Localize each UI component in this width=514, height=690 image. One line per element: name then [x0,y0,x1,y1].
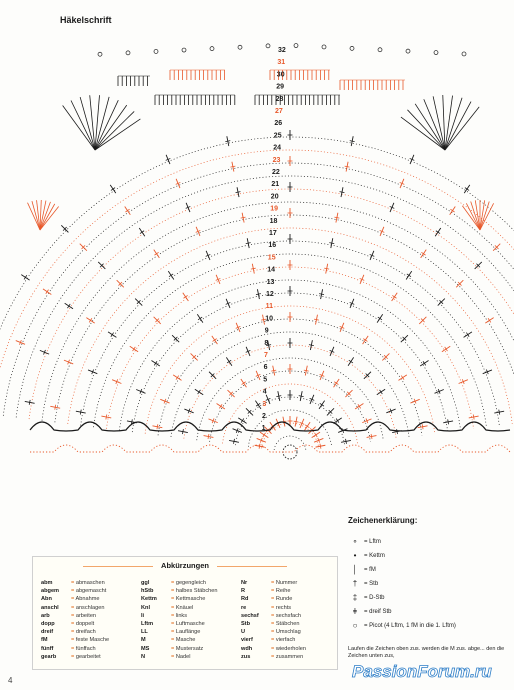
abbreviation-key: Knl [141,604,151,611]
picot-mark [434,51,438,55]
abbreviation-key: R [241,588,246,595]
abbreviation-key: hStb [141,588,154,595]
chart-stitch-lines [0,44,514,459]
abbreviation-row [41,653,109,661]
stitch-crossbar [346,439,347,444]
stitch-crossbar [324,268,329,269]
abbreviation-value: = sechsfach [271,612,301,620]
abbreviation-row [241,579,306,587]
abbreviation-key: Lftm [141,621,154,628]
row-number: 7 [264,352,268,359]
double-crochet-icon: † [352,579,358,588]
abbreviation-key: Rd [241,596,249,603]
stitch-crossbar [230,166,235,167]
watermark-text: PassionForum.ru [352,662,492,681]
abbreviation-row [141,653,218,661]
abbreviations-column [41,579,109,661]
chain-arc [42,202,514,421]
row-number: 1 [261,425,266,433]
stitch-crossbar [198,317,202,320]
triple-treble-icon: ǂ [352,607,358,616]
row-number: 10 [265,315,273,323]
treble-crochet-icon: ‡ [352,593,358,602]
abbreviation-value: = anschlagen [71,604,104,612]
picot-mark [266,44,270,48]
stitch-crossbar [89,318,92,322]
row-number: 11 [265,303,274,311]
abbreviation-key: abgem [41,588,60,595]
stitch-crossbar [256,403,260,406]
stitch-crossbar [55,405,56,410]
stitch-crossbar [219,404,222,408]
picot-mark [182,48,186,52]
stitch-crossbar [198,390,201,394]
stitch-crossbar [246,243,251,244]
stitch-crossbar [436,231,440,234]
abbreviation-row [41,636,109,644]
stitch-crossbar [380,390,383,394]
chain-icon: ∘ [352,537,358,546]
row-number: 28 [275,95,284,103]
abbreviation-value: = Masche [171,636,195,644]
abbreviation-key: U [241,629,246,636]
legend-item-label: = Stb [364,581,379,587]
row-number: 12 [266,291,274,298]
stitch-crossbar [448,419,449,424]
abbreviation-key: ggl [141,580,150,586]
row-number: 23 [272,156,281,164]
abbreviation-row [241,628,306,636]
stitch-crossbar [445,347,448,351]
abbreviation-key: Nr [241,580,248,586]
abbreviation-key: fM [41,637,48,644]
chain-arc [0,150,514,414]
stitch-crossbar [140,231,144,234]
abbreviation-value: = Umschlag [271,628,301,636]
abbreviation-key: N [141,653,146,660]
abbreviation-value: = Luftmasche [171,620,205,628]
stitch-crossbar [305,425,309,428]
picot-mark [238,45,242,49]
abbreviation-value: = abmaschen [71,579,105,587]
abbreviation-row [41,645,109,653]
row-number: 21 [271,181,280,189]
row-number: 29 [276,83,284,91]
abbreviation-key: li [141,612,145,619]
legend-item [348,577,510,591]
stitch-crossbar [111,333,114,337]
row-number: 18 [269,217,278,225]
abbreviation-value: = Kettmasche [171,595,205,603]
stitch-crossbar [234,439,235,444]
abbreviation-key: LL [141,629,148,636]
chain-arc [55,215,514,422]
stitch-crossbar [154,252,158,255]
row-number: 19 [270,205,278,213]
abbreviation-value: = gegengleich [171,579,206,587]
row-number: 8 [264,339,269,347]
legend-item [348,549,510,563]
abbreviation-key: wdh [241,645,253,652]
stitch-crossbar [169,274,173,277]
stitch-crossbar [213,339,217,342]
abbreviation-row [241,645,306,653]
row-number: 31 [277,59,286,67]
abbreviation-value: = Lauflänge [171,628,200,636]
abbreviation-row [241,620,306,628]
abbreviation-key: Stb [241,621,251,628]
abbreviation-value: = doppelt [71,620,94,628]
abbreviation-key: anschl [41,604,59,611]
abbreviation-row [41,620,109,628]
abbreviation-key: abm [41,580,53,586]
row-number: 20 [270,193,279,201]
stitch-crossbar [340,192,345,193]
legend-item-label: = Picot (4 Lftm, 1 fM in die 1. Lftm) [364,623,456,629]
stitch-crossbar [407,274,411,277]
stitch-crossbar [80,410,81,415]
abbreviation-value: = zusammen [271,653,303,661]
abbreviation-row [141,604,218,612]
fan-stitch [95,105,127,150]
fan-stitch [40,204,55,230]
fan-stitch [462,206,480,230]
stitch-crossbar [154,361,157,365]
legend-item [348,591,510,605]
abbreviation-value: = links [171,612,187,620]
picot-mark [126,51,130,55]
abbreviation-row [141,579,218,587]
abbreviation-row [241,636,306,644]
legend-item-label: = Kettm [364,553,385,559]
stitch-crossbar [345,166,350,167]
abbreviation-row [141,612,218,620]
symbol-legend [348,516,510,659]
page-title: Häkelschrift [60,15,112,25]
stitch-crossbar [320,403,324,406]
fan-stitch [415,104,445,150]
abbreviation-value: = dreifach [71,628,96,636]
row-number: 14 [267,266,275,274]
stitch-crossbar [106,415,107,420]
stitch-crossbar [242,382,246,385]
legend-item-label: = Lftm [364,539,381,545]
picot-mark [378,48,382,52]
abbreviation-value: = Reihe [271,587,290,595]
stitch-crossbar [334,217,339,218]
abbreviation-row [141,587,218,595]
abbreviation-key: zus [241,653,251,660]
stitch-crossbar [125,209,129,212]
abbreviation-value: = Nummer [271,579,297,587]
fan-stitch [95,111,134,150]
stitch-crossbar [241,217,246,218]
bottom-chain-border [30,445,510,452]
legend-item [348,605,510,619]
chain-arc [210,371,371,442]
row-number: 2 [262,413,266,420]
row-number: 32 [278,47,286,54]
abbreviation-row [241,595,306,603]
stitch-crossbar [259,444,260,449]
row-number: 17 [269,230,277,237]
abbreviation-row [41,628,109,636]
picot-mark [406,49,410,53]
abbreviation-value: = feste Masche [71,636,109,644]
abbreviation-value: = arbeiten [71,612,96,620]
row-number: 22 [272,169,280,176]
legend-item-label: = dreif Stb [364,609,392,615]
row-number: 16 [268,242,277,250]
stitch-crossbar [111,188,115,191]
stitch-crossbar [349,360,353,363]
abbreviation-row [241,612,306,620]
stitch-crossbar [236,192,241,193]
abbreviation-value: = gearbeitet [71,653,101,661]
stitch-crossbar [401,376,404,380]
stitch-crossbar [29,400,30,405]
abbreviation-value: = Abnahme [71,595,99,603]
abbreviation-row [241,604,306,612]
stitch-crossbar [465,188,469,191]
stitch-crossbar [256,294,261,295]
abbreviation-row [141,595,218,603]
single-crochet-icon: │ [352,565,358,574]
stitch-crossbar [314,319,319,320]
abbreviation-key: M [141,637,146,644]
abbreviation-key: MS [141,645,150,652]
stitch-crossbar [304,370,309,371]
picot-mark [322,45,326,49]
stitch-crossbar [422,424,423,429]
row-number: 4 [262,388,267,396]
legend-note: Laufen die Zeichen oben zus. werden die M zus. abge... den die Zeichen unten zus, [348,646,505,659]
stitch-crossbar [371,434,372,439]
legend-item [348,535,510,549]
picot-icon: ○ [352,621,358,630]
abbreviation-key: Kettm [141,596,157,603]
abbreviation-key: re [241,604,247,611]
stitch-crossbar [309,345,314,346]
stitch-crossbar [397,429,398,434]
stitch-crossbar [392,295,396,298]
row-number: 26 [274,120,283,128]
abbreviation-row [141,645,218,653]
abbreviation-value: = Stäbchen [271,620,299,628]
abbreviation-row [241,653,306,661]
stitch-crossbar [319,294,324,295]
stitch-crossbar [499,410,500,415]
stitch-crossbar [363,339,367,342]
fan-stitch [63,106,95,150]
stitch-crossbar [350,141,355,142]
legend-title: Zeichenerklärung: [348,516,418,525]
abbreviation-value: = vierfach [271,636,295,644]
slip-stitch-icon: • [353,551,357,560]
row-number: 24 [273,144,281,152]
stitch-crossbar [133,347,136,351]
stitch-crossbar [423,361,426,365]
abbreviation-key: fünff [41,645,54,652]
legend-item-label: = fM [364,567,376,573]
abbreviations-column [141,579,218,661]
abbreviation-value: = rechts [271,604,291,612]
picot-mark [154,49,158,53]
row-number: 5 [263,376,268,384]
abbreviation-row [41,595,109,603]
stitch-crossbar [182,429,183,434]
abbreviation-key: dreif [41,629,54,636]
abbreviation-value: = Mustersatz [171,645,203,653]
abbreviation-row [41,604,109,612]
row-number: 3 [262,400,267,408]
abbreviations-column [241,579,306,661]
stitch-crossbar [314,433,317,437]
chart-row-numbers [262,47,286,432]
abbreviation-key: vierf [241,637,253,644]
stitch-crossbar [176,376,179,380]
stitch-crossbar [488,318,491,322]
row-number: 6 [263,364,268,372]
stitch-crossbar [329,243,334,244]
stitch-crossbar [184,295,188,298]
stitch-crossbar [251,268,256,269]
abbreviation-value: = fünffach [71,645,96,653]
abbreviations-title: Abkürzungen [33,561,337,570]
row-number: 27 [275,108,283,115]
abbreviation-value: = Runde [271,595,292,603]
abbreviation-row [41,587,109,595]
stitch-crossbar [276,396,281,397]
stitch-crossbar [46,290,49,294]
abbreviation-row [141,636,218,644]
abbreviation-key: sechsf [241,612,259,619]
row-number: 25 [273,132,282,140]
row-number: 30 [276,71,285,79]
picot-mark [294,44,298,48]
abbreviation-value: = Nadel [171,653,190,661]
stitch-crossbar [421,252,425,255]
watermark-logo [350,658,510,684]
chain-arc [119,280,460,433]
fan-stitch [407,110,445,150]
picot-mark [462,52,466,56]
fan-stitch [471,201,480,230]
legend-item-label: = D-Stb [364,595,385,601]
picot-mark [350,46,354,50]
abbreviation-key: arb [41,612,50,619]
legend-list [348,535,510,633]
stitch-crossbar [225,141,230,142]
abbreviation-value: = Knäuel [171,604,193,612]
fan-stitch [40,207,59,230]
stitch-crossbar [227,360,231,363]
abbreviation-row [141,620,218,628]
abbreviations-box [32,556,338,670]
stitch-crossbar [336,419,339,423]
stitch-crossbar [466,333,469,337]
picot-mark [98,52,102,56]
abbreviation-row [41,579,109,587]
abbreviation-value: = halbes Stäbchen [171,587,218,595]
chain-arc [274,436,306,450]
stitch-crossbar [157,424,158,429]
stitch-crossbar [241,419,244,423]
stitch-crossbar [320,444,321,449]
abbreviation-key: Abn [41,596,52,603]
abbreviation-row [241,587,306,595]
picot-mark [210,47,214,51]
stitch-crossbar [334,382,338,385]
abbreviation-value: = wiederholen [271,645,306,653]
stitch-crossbar [208,434,209,439]
abbreviation-key: dopp [41,621,55,628]
stitch-crossbar [473,415,474,420]
row-number: 9 [264,327,269,335]
row-number: 15 [267,254,276,262]
stitch-crossbar [299,396,304,397]
abbreviation-row [41,612,109,620]
fan-stitch [480,201,489,230]
stitch-crossbar [24,275,27,279]
abbreviation-value: = abgemascht [71,587,106,595]
legend-item [348,563,510,577]
stitch-crossbar [271,370,276,371]
abbreviation-key: gearb [41,653,57,660]
stitch-crossbar [263,433,266,437]
row-number: 13 [266,278,275,286]
stitch-crossbar [450,209,454,212]
stitch-crossbar [378,317,382,320]
stitch-crossbar [67,304,70,308]
stitch-crossbar [294,421,299,422]
stitch-crossbar [358,404,361,408]
page-number: 4 [8,676,13,685]
legend-item [348,619,510,633]
bottom-border [30,422,510,431]
abbreviation-row [141,628,218,636]
